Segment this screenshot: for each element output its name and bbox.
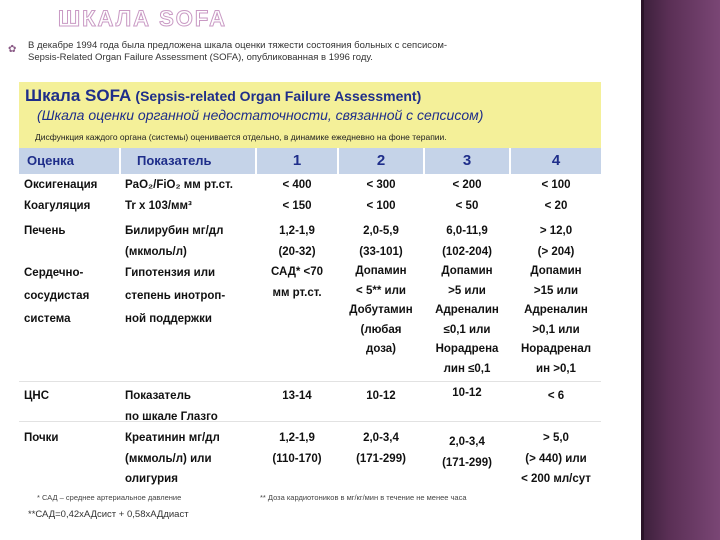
cell-s2 — [339, 199, 423, 214]
header-cell-4 — [511, 148, 601, 174]
bullet-icon: ✿ — [8, 44, 17, 55]
cell-line: лин ≤0,1 — [443, 362, 491, 375]
header-cell-2 — [339, 148, 423, 174]
cell-line: Норадрена — [435, 343, 499, 355]
cell-line: (любая — [360, 323, 402, 336]
header-cell-1 — [257, 148, 337, 174]
cell-line: > 12,0 — [539, 225, 573, 237]
cell-line: (> 440) или — [525, 452, 587, 465]
cell-line: Сердечно- — [24, 267, 84, 279]
cell-line: < 400 — [282, 179, 312, 191]
cell-line: < 6 — [547, 390, 565, 402]
cell-line: мм рт.ст. — [272, 286, 322, 299]
header-label: 1 — [292, 152, 302, 169]
cell-s4 — [511, 221, 601, 262]
cell-organ — [24, 199, 90, 214]
cell-indicator — [125, 199, 192, 214]
cell-organ — [24, 428, 59, 449]
cell-line: по шкале Глазго — [125, 410, 218, 423]
slide-title-main: Шкала SOFA — [25, 86, 131, 105]
cell-indicator — [125, 386, 218, 427]
cell-line: < 5** или — [356, 284, 406, 297]
cell-line: < 150 — [282, 200, 312, 212]
cell-line: доза) — [366, 343, 396, 355]
cell-s1 — [257, 221, 337, 262]
footnote-sad: * САД – среднее артериальное давление — [37, 493, 182, 502]
cell-indicator — [125, 178, 233, 193]
cell-s2 — [339, 386, 423, 407]
cell-line: 1,2-1,9 — [279, 432, 315, 444]
cell-line: > 5,0 — [543, 432, 569, 444]
cell-line: Допамин — [530, 265, 582, 277]
cell-s4 — [511, 386, 601, 407]
slide-title-paren: (Sepsis-related Organ Failure Assessment) — [135, 88, 422, 104]
cell-line: < 200 мл/сут — [521, 473, 591, 485]
cell-line: < 100 — [541, 179, 571, 191]
footnote-dose: ** Доза кардиотоников в мг/кг/мин в течение не менее часа — [260, 493, 467, 502]
cell-organ — [24, 386, 49, 407]
cell-line: < 50 — [455, 200, 479, 212]
cell-line: >15 или — [533, 284, 579, 297]
cell-line: 2,0-3,4 — [363, 432, 399, 444]
cell-organ — [24, 221, 65, 242]
cell-line: Добутамин — [349, 304, 413, 316]
cell-line: ЦНС — [24, 390, 50, 402]
cell-line: Допамин — [355, 265, 407, 277]
cell-line: 10-12 — [452, 387, 482, 399]
cell-s3 — [425, 199, 509, 214]
cell-line: 6,0-11,9 — [446, 225, 488, 237]
cell-line: Печень — [24, 225, 66, 237]
cell-s3 — [425, 383, 509, 404]
header-label: 2 — [376, 152, 386, 169]
cell-line: (171-299) — [356, 452, 406, 465]
cell-line: PaO₂/FiO₂ мм рт.ст. — [125, 179, 233, 191]
cell-line: (110-170) — [272, 452, 322, 465]
cell-line: олигурия — [125, 473, 178, 485]
cell-organ — [24, 178, 97, 193]
cell-line: (171-299) — [442, 456, 492, 469]
cell-s4 — [511, 428, 601, 490]
cell-line: 2,0-3,4 — [449, 436, 485, 448]
cell-s1 — [257, 428, 337, 469]
cell-line: Допамин — [441, 265, 493, 277]
page-title: ШКАЛА SOFA — [58, 6, 228, 31]
cell-line: < 20 — [544, 200, 568, 212]
cell-line: < 300 — [366, 179, 396, 191]
cell-s4 — [511, 199, 601, 214]
cell-line: Креатинин мг/дл — [125, 432, 220, 444]
cell-s4 — [511, 178, 601, 193]
cell-line: < 200 — [452, 179, 482, 191]
decorative-sidebar — [641, 0, 720, 540]
cell-line: 2,0-5,9 — [363, 225, 399, 237]
cell-line: (мкмоль/л) или — [125, 452, 212, 465]
cell-line: (> 204) — [537, 245, 575, 258]
header-cell-3 — [425, 148, 509, 174]
cell-line: Оксигенация — [24, 179, 98, 191]
cell-organ — [24, 262, 89, 331]
cell-line: (20-32) — [278, 245, 316, 258]
header-label: Показатель — [137, 153, 212, 168]
cell-line: ≤0,1 или — [443, 323, 491, 336]
cell-line: (мкмоль/л) — [125, 245, 187, 258]
cell-indicator — [125, 221, 223, 262]
cell-line: Почки — [24, 432, 59, 444]
cell-s4 — [511, 262, 601, 379]
cell-line: система — [24, 313, 71, 325]
slide-subtitle: (Шкала оценки органной недостаточности, связанной с сепсисом) — [37, 107, 484, 123]
cell-s3 — [425, 262, 509, 379]
cell-s2 — [339, 428, 423, 469]
footnote-formula: **САД=0,42хАДсист + 0,58хАДдиаст — [28, 509, 189, 520]
row-divider — [19, 381, 601, 382]
intro-text — [28, 40, 628, 64]
cell-s2 — [339, 178, 423, 193]
header-label: Оценка — [27, 153, 74, 168]
cell-line: Адреналин — [435, 304, 499, 316]
cell-s1 — [257, 386, 337, 407]
cell-s2 — [339, 221, 423, 262]
cell-line: >5 или — [448, 284, 486, 297]
sofa-table-image — [19, 82, 601, 500]
cell-line: САД* <70 — [270, 266, 324, 278]
slide-note: Дисфункция каждого органа (системы) оценивается отдельно, в динамике ежедневно на фоне терапии. — [35, 132, 447, 142]
cell-line: Показатель — [125, 390, 191, 402]
cell-line: Адреналин — [524, 304, 588, 316]
cell-line: Коагуляция — [24, 200, 91, 212]
header-label: 3 — [462, 152, 472, 169]
cell-line: сосудистая — [24, 290, 90, 302]
cell-s3 — [425, 178, 509, 193]
cell-line: < 100 — [366, 200, 396, 212]
row-divider — [19, 421, 601, 422]
header-cell-score — [19, 148, 119, 174]
slide-title — [25, 86, 421, 106]
cell-line: Гипотензия или — [125, 267, 216, 279]
cell-indicator — [125, 262, 225, 331]
intro-line-2: Sepsis-Related Organ Failure Assessment (SOFA), опубликованная в 1996 году. — [28, 52, 373, 63]
cell-line: ин >0,1 — [536, 362, 576, 375]
cell-s1 — [257, 199, 337, 214]
header-label: 4 — [551, 152, 561, 169]
cell-line: 13-14 — [282, 390, 312, 402]
cell-s1 — [257, 262, 337, 303]
cell-s3 — [425, 432, 509, 473]
intro-line-1: В декабре 1994 года была предложена шкала оценки тяжести состояния больных с сепсисом- — [28, 40, 448, 51]
cell-line: Норадренал — [520, 343, 592, 355]
cell-indicator — [125, 428, 220, 490]
cell-line: степень инотроп- — [125, 290, 226, 302]
cell-line: Tr x 103/мм³ — [125, 200, 192, 212]
cell-s2 — [339, 262, 423, 360]
cell-line: 10-12 — [366, 390, 396, 402]
header-cell-indicator — [121, 148, 255, 174]
cell-s3 — [425, 221, 509, 262]
cell-line: (102-204) — [442, 245, 492, 258]
cell-line: ной поддержки — [125, 313, 212, 325]
cell-s1 — [257, 178, 337, 193]
slide-banner — [19, 82, 601, 148]
cell-line: Билирубин мг/дл — [125, 225, 224, 237]
cell-line: >0,1 или — [532, 323, 580, 336]
cell-line: 1,2-1,9 — [279, 225, 315, 237]
cell-line: (33-101) — [359, 245, 403, 258]
